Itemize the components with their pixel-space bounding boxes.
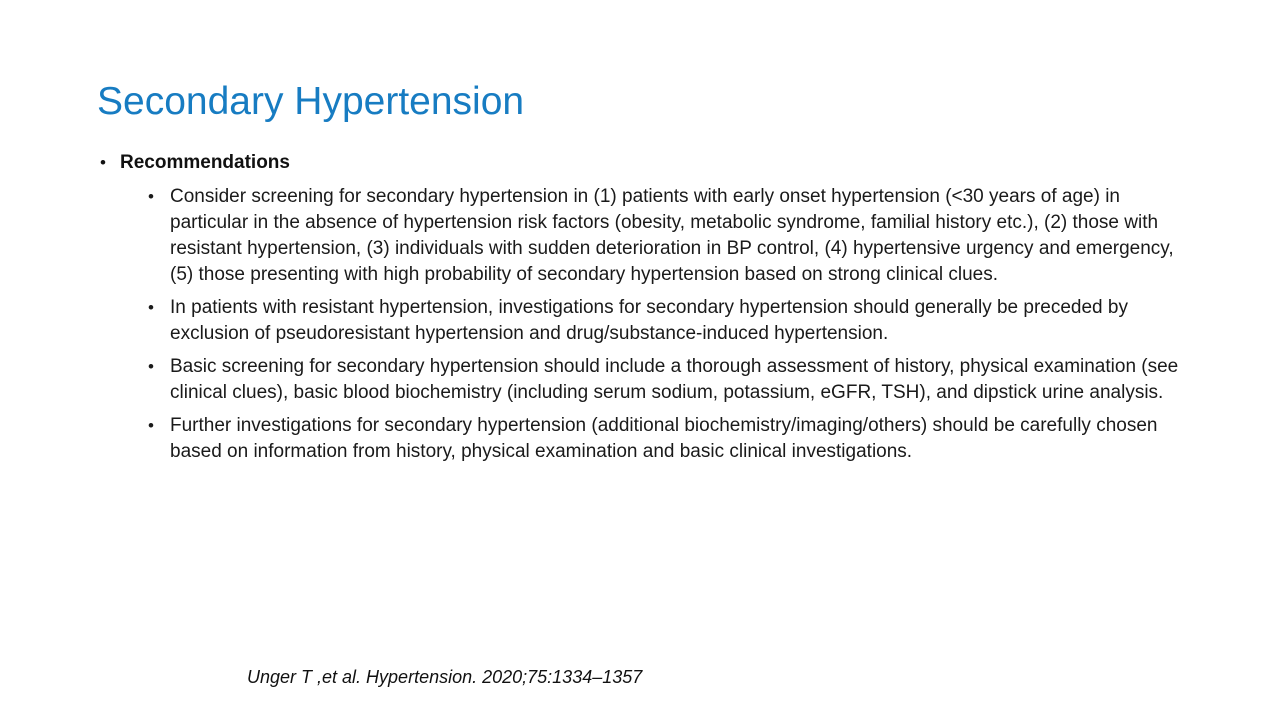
list-item — [100, 354, 1190, 406]
bullet-text: Consider screening for secondary hypertension in (1) patients with early onset hypertension (<30 years of age) in particular in the absence of hypertension risk factors (obesity, metabolic syndrome, familial history etc.), (2) those with resistant hypertension, (3) individuals with sudden deterioration in BP control, (4) hypertensive urgency and emergency, (5) those presenting with high probability of secondary hypertension based on strong clinical clues. — [170, 186, 1174, 285]
bullet-list — [100, 184, 1190, 465]
recommendations-heading: Recommendations — [120, 152, 290, 173]
bullet-icon: • — [148, 298, 154, 317]
bullet-icon: • — [148, 416, 154, 435]
list-item — [100, 295, 1190, 347]
bullet-text: In patients with resistant hypertension, investigations for secondary hypertension should generally be preceded by exclusion of pseudoresistant hypertension and drug/substance-induced hypertension. — [170, 297, 1128, 344]
list-item — [100, 413, 1190, 465]
bullet-icon: • — [100, 153, 106, 172]
bullet-icon: • — [148, 187, 154, 206]
list-item — [100, 184, 1190, 288]
recommendations-heading-row — [100, 150, 1190, 176]
slide-body — [100, 150, 1190, 472]
citation: Unger T ,et al. Hypertension. 2020;75:1334–1357 — [247, 667, 643, 687]
bullet-icon: • — [148, 357, 154, 376]
bullet-text: Basic screening for secondary hypertension should include a thorough assessment of history, physical examination (see clinical clues), basic blood biochemistry (including serum sodium, potassium, eGFR, TSH), and dipstick urine analysis. — [170, 356, 1179, 403]
page-title: Secondary Hypertension — [97, 80, 525, 123]
bullet-text: Further investigations for secondary hypertension (additional biochemistry/imaging/others) should be carefully chosen based on information from history, physical examination and basic clinical investigations. — [170, 415, 1158, 462]
